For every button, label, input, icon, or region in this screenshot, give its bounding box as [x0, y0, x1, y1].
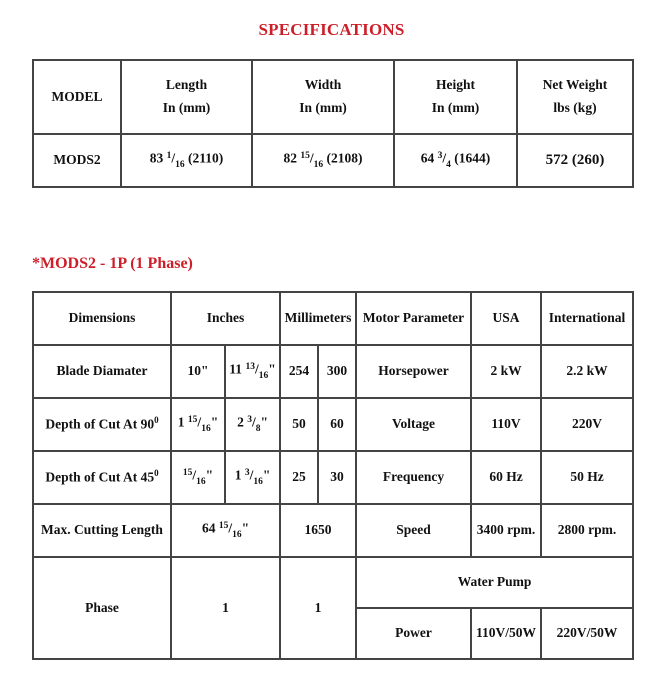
header-width-unit: In (mm) [299, 100, 347, 115]
model-subtitle: *MODS2 - 1P (1 Phase) [32, 255, 193, 272]
depth-45-inch-2-suffix: " [262, 467, 271, 483]
depth-45-inch-2-den: 16 [253, 477, 263, 488]
phase-mm: 1 [280, 557, 356, 659]
header-length-unit: In (mm) [162, 100, 211, 115]
speed-usa: 3400 rpm. [471, 504, 541, 557]
depth-90-mm-1: 50 [280, 398, 318, 451]
header-model: MODEL [33, 60, 121, 134]
header-dimensions: Dimensions [33, 292, 171, 345]
speed-label: Speed [356, 504, 471, 557]
power-usa: 110V/50W [471, 608, 541, 659]
header-weight-label: Net Weight [542, 77, 608, 93]
depth-45-inch-2: 1 $^3/_{16}$" [225, 451, 280, 504]
max-length-label: Max. Cutting Length [33, 504, 171, 557]
phase-inches: 1 [171, 557, 280, 659]
depth-90-text: Depth of Cut At 90 [45, 416, 155, 432]
width-whole: 82 [283, 150, 301, 166]
spec-data-row [33, 134, 633, 187]
header-length-label: Length [165, 77, 208, 93]
depth-90-inch-1-suffix: " [210, 414, 219, 430]
width-mm: (2108) [323, 150, 363, 166]
length-num: 1 [166, 150, 172, 161]
length-den: 16 [175, 160, 185, 171]
depth-90-label [33, 398, 171, 451]
length-whole: 83 [149, 150, 167, 166]
depth-90-inch-2-suffix: " [260, 414, 268, 430]
horsepower-intl: 2.2 kW [541, 345, 633, 398]
depth-90-inch-1: 1 $^{15}/_{16}$" [171, 398, 225, 451]
depth-90-inch-2: 2 $^3/_8$" [225, 398, 280, 451]
blade-mm-1: 254 [280, 345, 318, 398]
depth-90-degree: 0 [154, 415, 159, 426]
blade-inch-2-den: 16 [258, 371, 269, 382]
depth-45-mm-2: 30 [318, 451, 356, 504]
header-height-unit: In (mm) [431, 100, 480, 115]
voltage-intl: 220V [541, 398, 633, 451]
depth-45-row [33, 451, 633, 504]
depth-45-inch-1: $^{15}/_{16}$" [171, 451, 225, 504]
frequency-intl: 50 Hz [541, 451, 633, 504]
power-intl: 220V/50W [541, 608, 633, 659]
length-value: 83 $^1/_{16}$ (2110) [121, 134, 252, 187]
width-den: 16 [313, 160, 324, 171]
spec-header-row [33, 60, 633, 134]
water-pump-header: Water Pump [356, 557, 633, 608]
weight-value: 572 (260) [517, 134, 633, 187]
max-length-inches-num: 15 [218, 520, 229, 531]
max-length-row [33, 504, 633, 557]
horsepower-usa: 2 kW [471, 345, 541, 398]
header-height-label: Height [436, 77, 475, 93]
blade-inch-2-whole: 11 [229, 361, 246, 377]
height-num: 3 [437, 150, 443, 161]
blade-inch-2-num: 13 [245, 361, 255, 372]
length-mm: (2110) [184, 150, 224, 166]
header-millimeters: Millimeters [280, 292, 356, 345]
header-net-weight [517, 60, 633, 134]
depth-45-mm-1: 25 [280, 451, 318, 504]
header-usa: USA [471, 292, 541, 345]
depth-90-inch-1-num: 15 [187, 414, 198, 425]
max-length-inches-suffix: " [241, 520, 250, 536]
header-weight-unit: lbs (kg) [553, 100, 597, 115]
height-value: 64 $^3/_4$ (1644) [394, 134, 517, 187]
height-den: 4 [446, 160, 451, 171]
width-num: 15 [300, 150, 310, 161]
frequency-label: Frequency [356, 451, 471, 504]
blade-inch-1: 10" [171, 345, 225, 398]
blade-row [33, 345, 633, 398]
blade-inch-2: 11 $^{13}/_{16}$" [225, 345, 280, 398]
max-length-inches-whole: 64 [201, 520, 219, 536]
max-length-inches-den: 16 [232, 530, 242, 541]
depth-90-inch-2-num: 3 [247, 414, 252, 425]
header-width [252, 60, 394, 134]
header-length [121, 60, 252, 134]
phase-row [33, 557, 633, 608]
depth-45-inch-2-whole: 1 [234, 467, 245, 483]
depth-90-inch-2-whole: 2 [237, 414, 248, 430]
power-label: Power [356, 608, 471, 659]
speed-intl: 2800 rpm. [541, 504, 633, 557]
depth-45-inch-1-den: 16 [196, 477, 206, 488]
voltage-label: Voltage [356, 398, 471, 451]
depth-45-text: Depth of Cut At 45 [45, 469, 155, 485]
depth-45-degree: 0 [154, 468, 159, 479]
depth-45-inch-1-suffix: " [205, 467, 214, 483]
depth-90-inch-2-den: 8 [255, 424, 261, 435]
depth-45-inch-2-num: 3 [244, 467, 250, 478]
specifications-title: SPECIFICATIONS [258, 20, 405, 39]
model-value: MODS2 [33, 134, 121, 187]
phase-spec-table [32, 291, 634, 660]
frequency-usa: 60 Hz [471, 451, 541, 504]
voltage-usa: 110V [471, 398, 541, 451]
depth-90-inch-1-den: 16 [201, 424, 211, 435]
phase-header-row [33, 292, 633, 345]
header-motor-parameter: Motor Parameter [356, 292, 471, 345]
height-whole: 64 [420, 150, 438, 166]
depth-90-row [33, 398, 633, 451]
blade-inch-2-suffix: " [268, 361, 276, 377]
horsepower-label: Horsepower [356, 345, 471, 398]
depth-45-inch-1-num: 15 [182, 467, 193, 478]
blade-label: Blade Diamater [33, 345, 171, 398]
depth-90-mm-2: 60 [318, 398, 356, 451]
depth-90-inch-1-whole: 1 [177, 414, 188, 430]
width-value: 82 $^{15}/_{16}$ (2108) [252, 134, 394, 187]
max-length-mm: 1650 [280, 504, 356, 557]
header-inches: Inches [171, 292, 280, 345]
header-width-label: Width [304, 77, 342, 93]
header-international: International [541, 292, 633, 345]
header-height [394, 60, 517, 134]
phase-label: Phase [33, 557, 171, 659]
max-length-inches: 64 $^{15}/_{16}$" [171, 504, 280, 557]
height-mm: (1644) [450, 150, 491, 166]
depth-45-label [33, 451, 171, 504]
specifications-table [32, 59, 634, 188]
blade-mm-2: 300 [318, 345, 356, 398]
